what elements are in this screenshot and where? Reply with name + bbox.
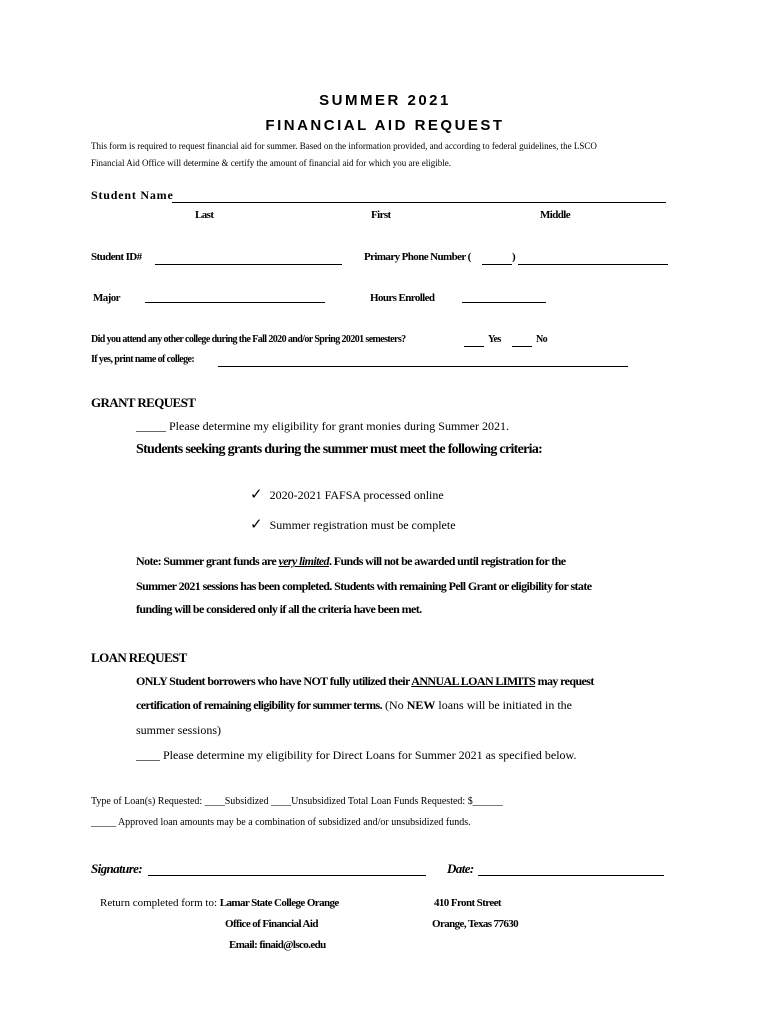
grant-criteria-heading: Students seeking grants during the summer must meet the following criteria:: [136, 442, 543, 457]
college-name: Lamar State College Orange: [219, 897, 339, 909]
loan-para-line-1: [136, 674, 594, 689]
grant-note-emphasis: very limited: [278, 554, 329, 568]
criteria-item: [250, 485, 444, 503]
intro-line-2: Financial Aid Office will determine & certify the amount of financial aid for which you are eligible.: [91, 158, 451, 168]
loan-request-line: [136, 748, 576, 763]
return-text: Return completed form to:: [100, 897, 217, 909]
loan-type-line[interactable]: Type of Loan(s) Requested: ____Subsidized ____Unsubsidized Total Loan Funds Requested: $______: [91, 796, 503, 807]
first-name-caption: First: [371, 209, 391, 221]
date-label: Date:: [447, 861, 474, 876]
return-line: [100, 897, 339, 909]
signature-label: Signature:: [91, 861, 143, 876]
college-name-field[interactable]: [218, 366, 628, 367]
loan-para-2a: (No: [382, 698, 407, 712]
approved-amounts-line[interactable]: _____ Approved loan amounts may be a combination of subsidized and/or unsubsidized funds.: [91, 817, 471, 828]
major-label: Major: [93, 292, 120, 304]
annual-loan-limits: ANNUAL LOAN LIMITS: [411, 674, 536, 688]
loan-para-1a: ONLY Student borrowers who have NOT fully utilized their: [136, 674, 412, 688]
loan-para-2b: loans will be initiated in the: [435, 698, 572, 712]
loan-heading: LOAN REQUEST: [91, 650, 187, 665]
other-college-yes-blank[interactable]: [464, 346, 484, 347]
loan-para-2-new: NEW: [406, 698, 436, 712]
grant-note-line-1: [136, 554, 565, 569]
grant-heading: GRANT REQUEST: [91, 395, 196, 410]
street-address: 410 Front Street: [434, 897, 501, 909]
phone-paren-close: ): [512, 251, 516, 263]
other-college-question: Did you attend any other college during the Fall 2020 and/or Spring 20201 semesters?: [91, 334, 406, 345]
other-college-no-blank[interactable]: [512, 346, 532, 347]
loan-request-blank[interactable]: ____: [136, 748, 160, 762]
phone-number-field[interactable]: [518, 264, 668, 265]
student-name-field[interactable]: [172, 202, 666, 203]
loan-request-text: Please determine my eligibility for Direct Loans for Summer 2021 as specified below.: [163, 748, 577, 762]
signature-field[interactable]: [148, 875, 426, 876]
loan-para-line-3: summer sessions): [136, 723, 221, 737]
office-name: Office of Financial Aid: [225, 918, 318, 930]
grant-request-line: [136, 419, 509, 434]
criteria-item-text: 2020-2021 FAFSA processed online: [269, 488, 444, 502]
grant-request-text: Please determine my eligibility for grant monies during Summer 2021.: [169, 419, 509, 433]
check-icon: ✓: [250, 485, 263, 503]
college-name-label: If yes, print name of college:: [91, 354, 195, 365]
other-college-no-label: No: [536, 334, 548, 345]
date-field[interactable]: [478, 875, 664, 876]
hours-enrolled-field[interactable]: [462, 302, 546, 303]
last-name-caption: Last: [195, 209, 214, 221]
grant-note-line-2: Summer 2021 sessions has been completed. Students with remaining Pell Grant or eligibility for state: [136, 579, 592, 593]
grant-note-rest: . Funds will not be awarded until registration for the: [328, 554, 566, 568]
phone-label: Primary Phone Number (: [364, 251, 471, 263]
grant-request-blank[interactable]: _____: [136, 419, 166, 433]
intro-line-1: This form is required to request financial aid for summer. Based on the information provided, and according to federal guidelines, the LSCO: [91, 141, 597, 151]
student-id-field[interactable]: [155, 264, 342, 265]
city-address: Orange, Texas 77630: [432, 918, 519, 930]
criteria-item: [250, 515, 456, 533]
student-id-label: Student ID#: [91, 251, 142, 263]
major-field[interactable]: [145, 302, 325, 303]
middle-name-caption: Middle: [540, 209, 571, 221]
check-icon: ✓: [250, 515, 263, 533]
hours-enrolled-label: Hours Enrolled: [370, 292, 435, 304]
student-name-label: Student Name: [91, 188, 174, 202]
loan-para-2-bold: certification of remaining eligibility for summer terms.: [136, 698, 383, 712]
loan-para-1b: may request: [535, 674, 594, 688]
other-college-yes-label: Yes: [488, 334, 501, 345]
loan-para-line-2: [136, 698, 572, 713]
title-line-1: SUMMER 2021: [319, 92, 451, 109]
grant-note-prefix: Note: Summer grant funds are: [136, 554, 279, 568]
grant-note-line-3: funding will be considered only if all the criteria have been met.: [136, 602, 422, 616]
phone-area-code-field[interactable]: [482, 264, 512, 265]
office-email[interactable]: Email: finaid@lsco.edu: [229, 939, 326, 951]
criteria-item-text: Summer registration must be complete: [269, 518, 456, 532]
title-line-2: FINANCIAL AID REQUEST: [265, 117, 505, 134]
